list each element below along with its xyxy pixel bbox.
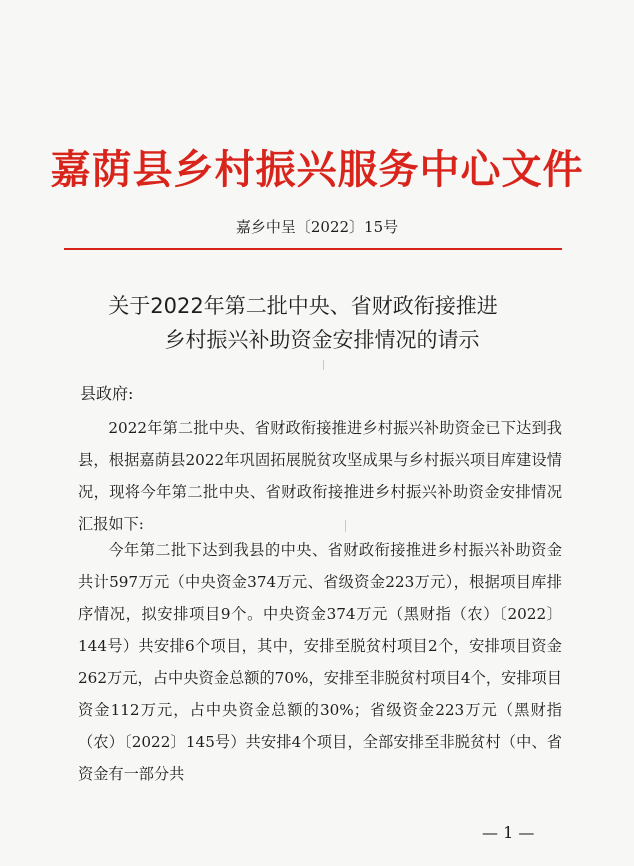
document-title-line-1: 关于2022年第二批中央、省财政衔接推进 [108, 294, 498, 318]
salutation: 县政府: [80, 384, 134, 403]
body-paragraph-2-block [78, 534, 562, 790]
scan-artifact [345, 520, 346, 532]
body-paragraph: 今年第二批下达到我县的中央、省财政衔接推进乡村振兴补助资金共计597万元（中央资金374万元、省级资金223万元），根据项目库排序情况，拟安排项目9个。中央资金374万元（黑财指（农）〔2022〕144号）共安排6个项目，其中，安排至脱贫村项目2个，安排项目资金262万元，占中央资金总额的70%，安排至非脱贫村项目4个，安排项目资金112万元，占中央资金总额的30%；省级资金223万元（黑财指（农）〔2022〕145号）共安排4个项目，全部安排至非脱贫村（中、省资金有一部分共 [78, 541, 562, 783]
document-number: 嘉乡中呈〔2022〕15号 [235, 218, 399, 236]
scan-artifact [323, 360, 324, 370]
red-divider-rule [64, 248, 562, 250]
document-title-line-2: 乡村振兴补助资金安排情况的请示 [164, 328, 480, 352]
body-paragraph-1-block [78, 412, 562, 540]
body-paragraph: 2022年第二批中央、省财政衔接推进乡村振兴补助资金已下达到我县，根据嘉荫县2022年巩固拓展脱贫攻坚成果与乡村振兴项目库建设情况，现将今年第二批中央、省财政衔接推进乡村振兴补助资金安排情况汇报如下: [78, 419, 562, 533]
page-number: — 1 — [482, 823, 535, 842]
document-header-title: 嘉荫县乡村振兴服务中心文件 [50, 147, 584, 193]
